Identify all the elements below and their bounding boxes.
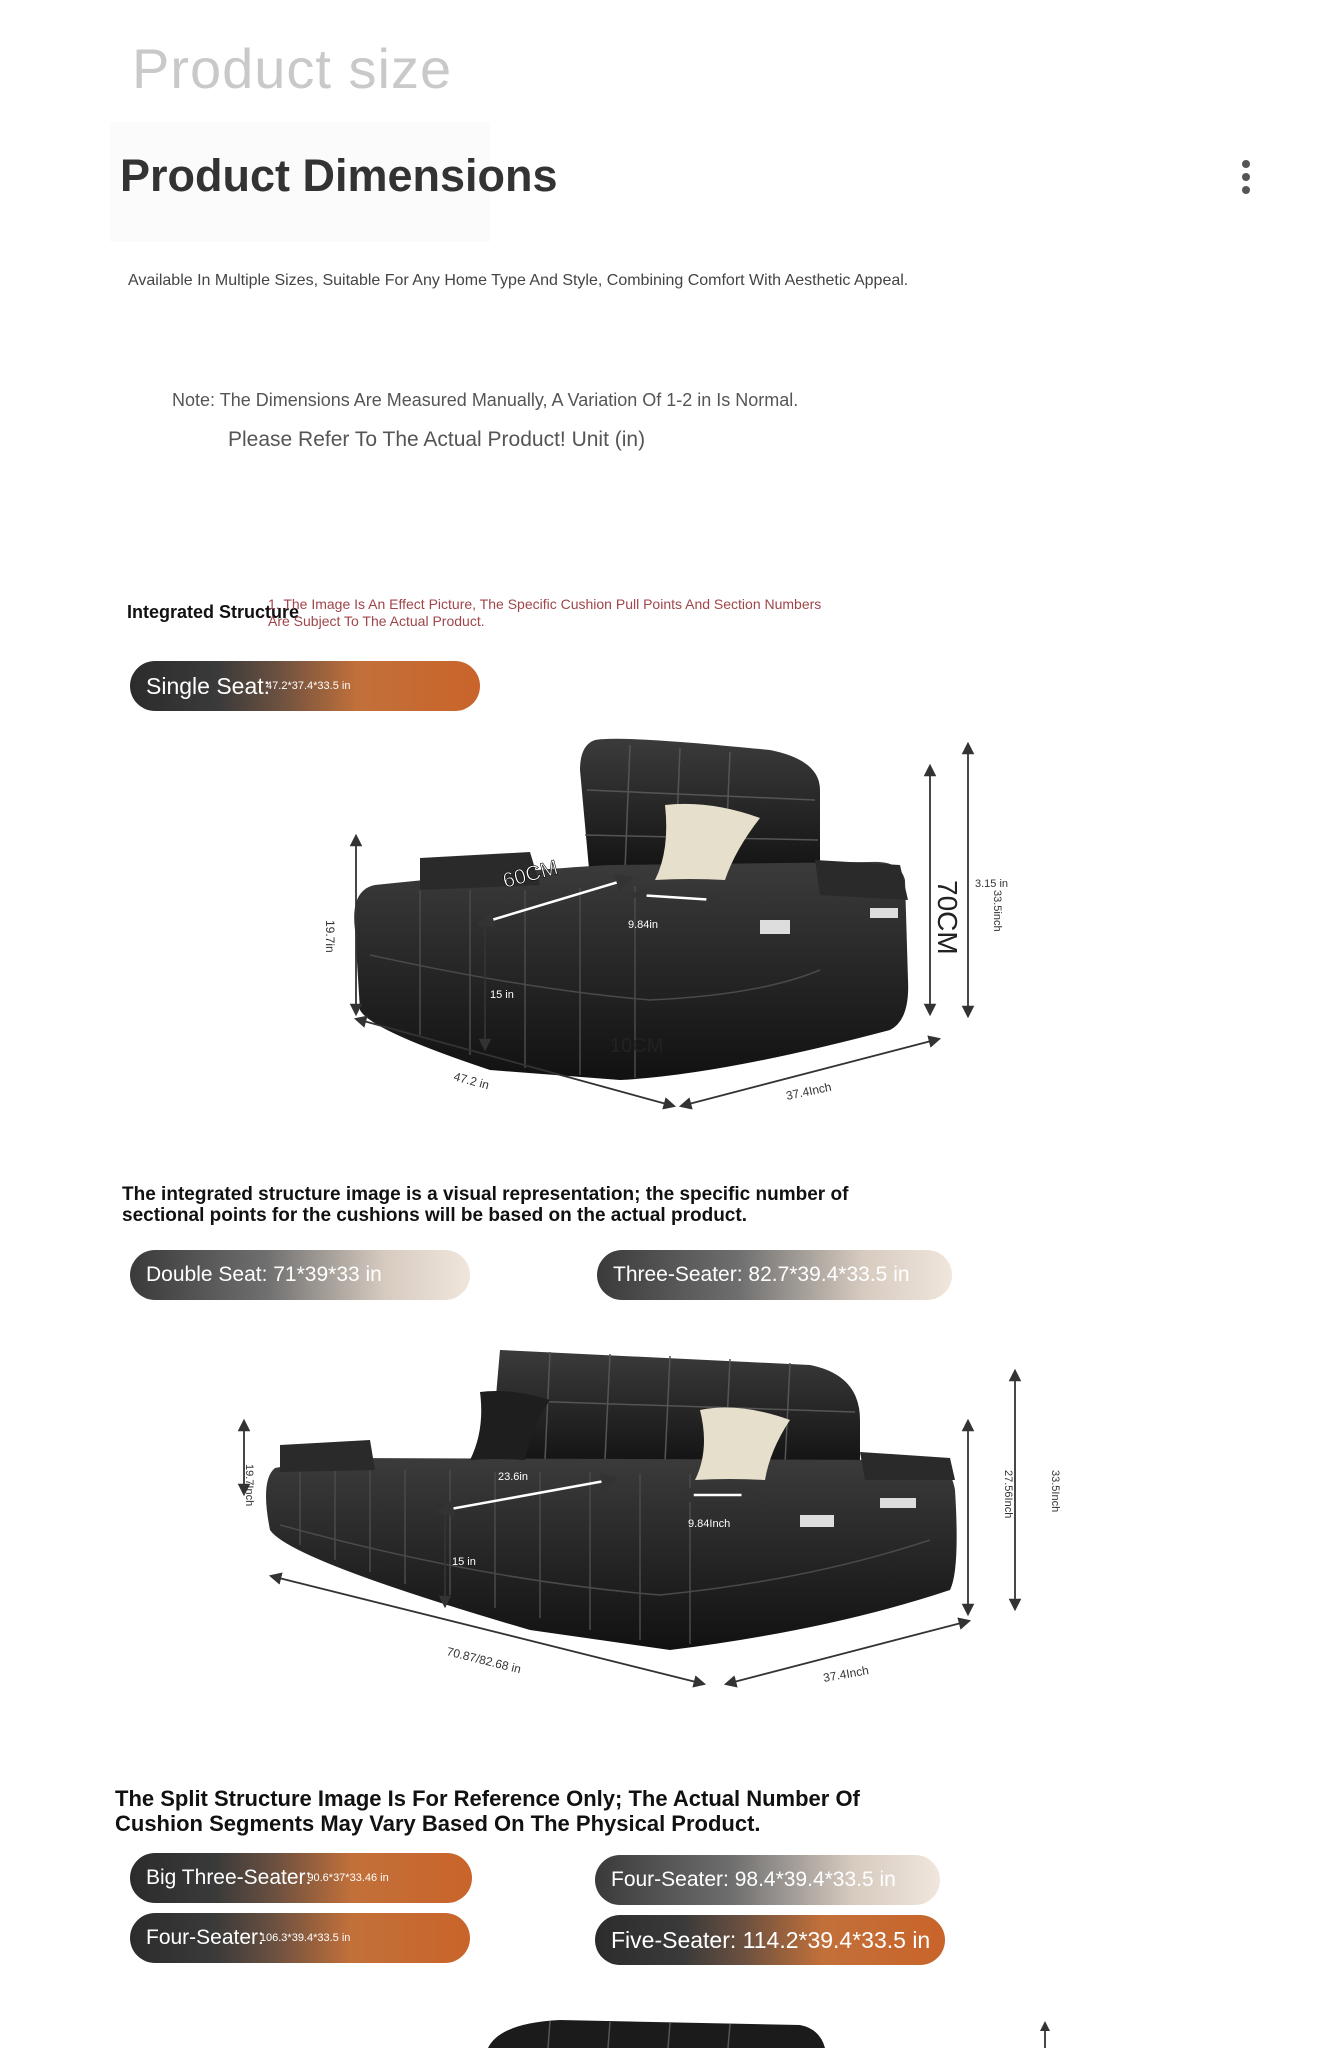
five-seater-label: Five-Seater: 114.2*39.4*33.5 in — [611, 1926, 931, 1953]
page-title: Product Dimensions — [120, 150, 558, 201]
depth-label: 37.4Inch — [822, 1663, 870, 1685]
seat-height-label: 15 in — [452, 1556, 476, 1568]
sofa-left-arm — [280, 1440, 375, 1472]
depth-cm-label: 60CM — [500, 856, 561, 893]
total-height-label: 33.5Inch — [1049, 1470, 1061, 1513]
seat-height-label: 15 in — [490, 989, 514, 1001]
integrated-caption: The integrated structure image is a visual representation; the specific number of sectional points for the cushions will be based on the actual product. — [122, 1184, 849, 1226]
left-height-label: 19.7in — [323, 920, 337, 953]
note-line-1: Note: The Dimensions Are Measured Manually, A Variation Of 1-2 in Is Normal. — [172, 390, 799, 410]
back-height-label: 27.56Inch — [1002, 1470, 1014, 1519]
label-tag — [870, 908, 898, 918]
split-caption: The Split Structure Image Is For Reference Only; The Actual Number Of Cushion Segments May Vary Based On The Physical Product. — [115, 1786, 860, 1836]
single-seat-diagram — [290, 730, 1050, 1120]
seat-depth-label: 23.6in — [498, 1471, 528, 1483]
double-seat-label: Double Seat: 71*39*33 in — [146, 1263, 382, 1286]
more-options-icon[interactable] — [1238, 160, 1254, 200]
big-three-seater-label: Big Three-Seater: — [146, 1866, 312, 1889]
single-seat-label: Single Seat: — [146, 672, 271, 699]
height-cm-label: 70CM — [932, 880, 963, 955]
integrated-disclaimer: 1. The Image Is An Effect Picture, The Specific Cushion Pull Points And Section Numbers Are Subject To The Actual Product. — [268, 596, 822, 629]
left-height-label: 19.7Inch — [243, 1464, 255, 1507]
four-seater-pill — [130, 1913, 470, 1963]
split-structure-diagram — [480, 2015, 1060, 2048]
top-offset-label: 3.15 in — [975, 878, 1009, 890]
four-seater-faded-label: Four-Seater: 98.4*39.4*33.5 in — [611, 1868, 896, 1891]
depth-label: 37.4Inch — [784, 1079, 833, 1103]
integrated-structure-label: Integrated Structure — [127, 602, 300, 622]
three-seater-diagram — [230, 1340, 1080, 1710]
three-seater-pill — [597, 1250, 952, 1300]
four-seater-label: Four-Seater: — [146, 1926, 264, 1949]
arm-width-label: 9.84in — [628, 919, 658, 931]
label-tag — [880, 1498, 916, 1508]
total-height-label: 33.5inch — [991, 890, 1003, 932]
length-label: 70.87/82.68 in — [445, 1644, 523, 1677]
five-seater-pill — [595, 1915, 945, 1965]
length-label: 47.2 in — [452, 1069, 491, 1093]
note-line-2: Please Refer To The Actual Product! Unit (in) — [228, 428, 646, 451]
sofa-right-arm — [860, 1452, 955, 1480]
four-seater-faded-pill — [595, 1855, 940, 1905]
double-seat-pill — [130, 1250, 470, 1300]
four-seater-size: 106.3*39.4*33.5 in — [259, 1932, 351, 1944]
label-tag — [760, 920, 790, 934]
three-seater-label: Three-Seater: 82.7*39.4*33.5 in — [613, 1263, 910, 1286]
sofa-right-arm — [815, 860, 908, 900]
big-three-seater-pill — [130, 1853, 472, 1903]
arm-width-label: 9.84Inch — [688, 1518, 731, 1530]
description: Available In Multiple Sizes, Suitable For Any Home Type And Style, Combining Comfort With Aesthetic Appeal. — [128, 272, 909, 289]
section-title: Product size — [132, 37, 453, 100]
single-seat-size: 47.2*37.4*33.5 in — [266, 680, 351, 692]
bottom-cm-label: 10CM — [610, 1035, 664, 1057]
big-three-seater-size: 90.6*37*33.46 in — [307, 1872, 389, 1884]
single-seat-pill — [130, 661, 480, 711]
label-tag — [800, 1515, 834, 1527]
